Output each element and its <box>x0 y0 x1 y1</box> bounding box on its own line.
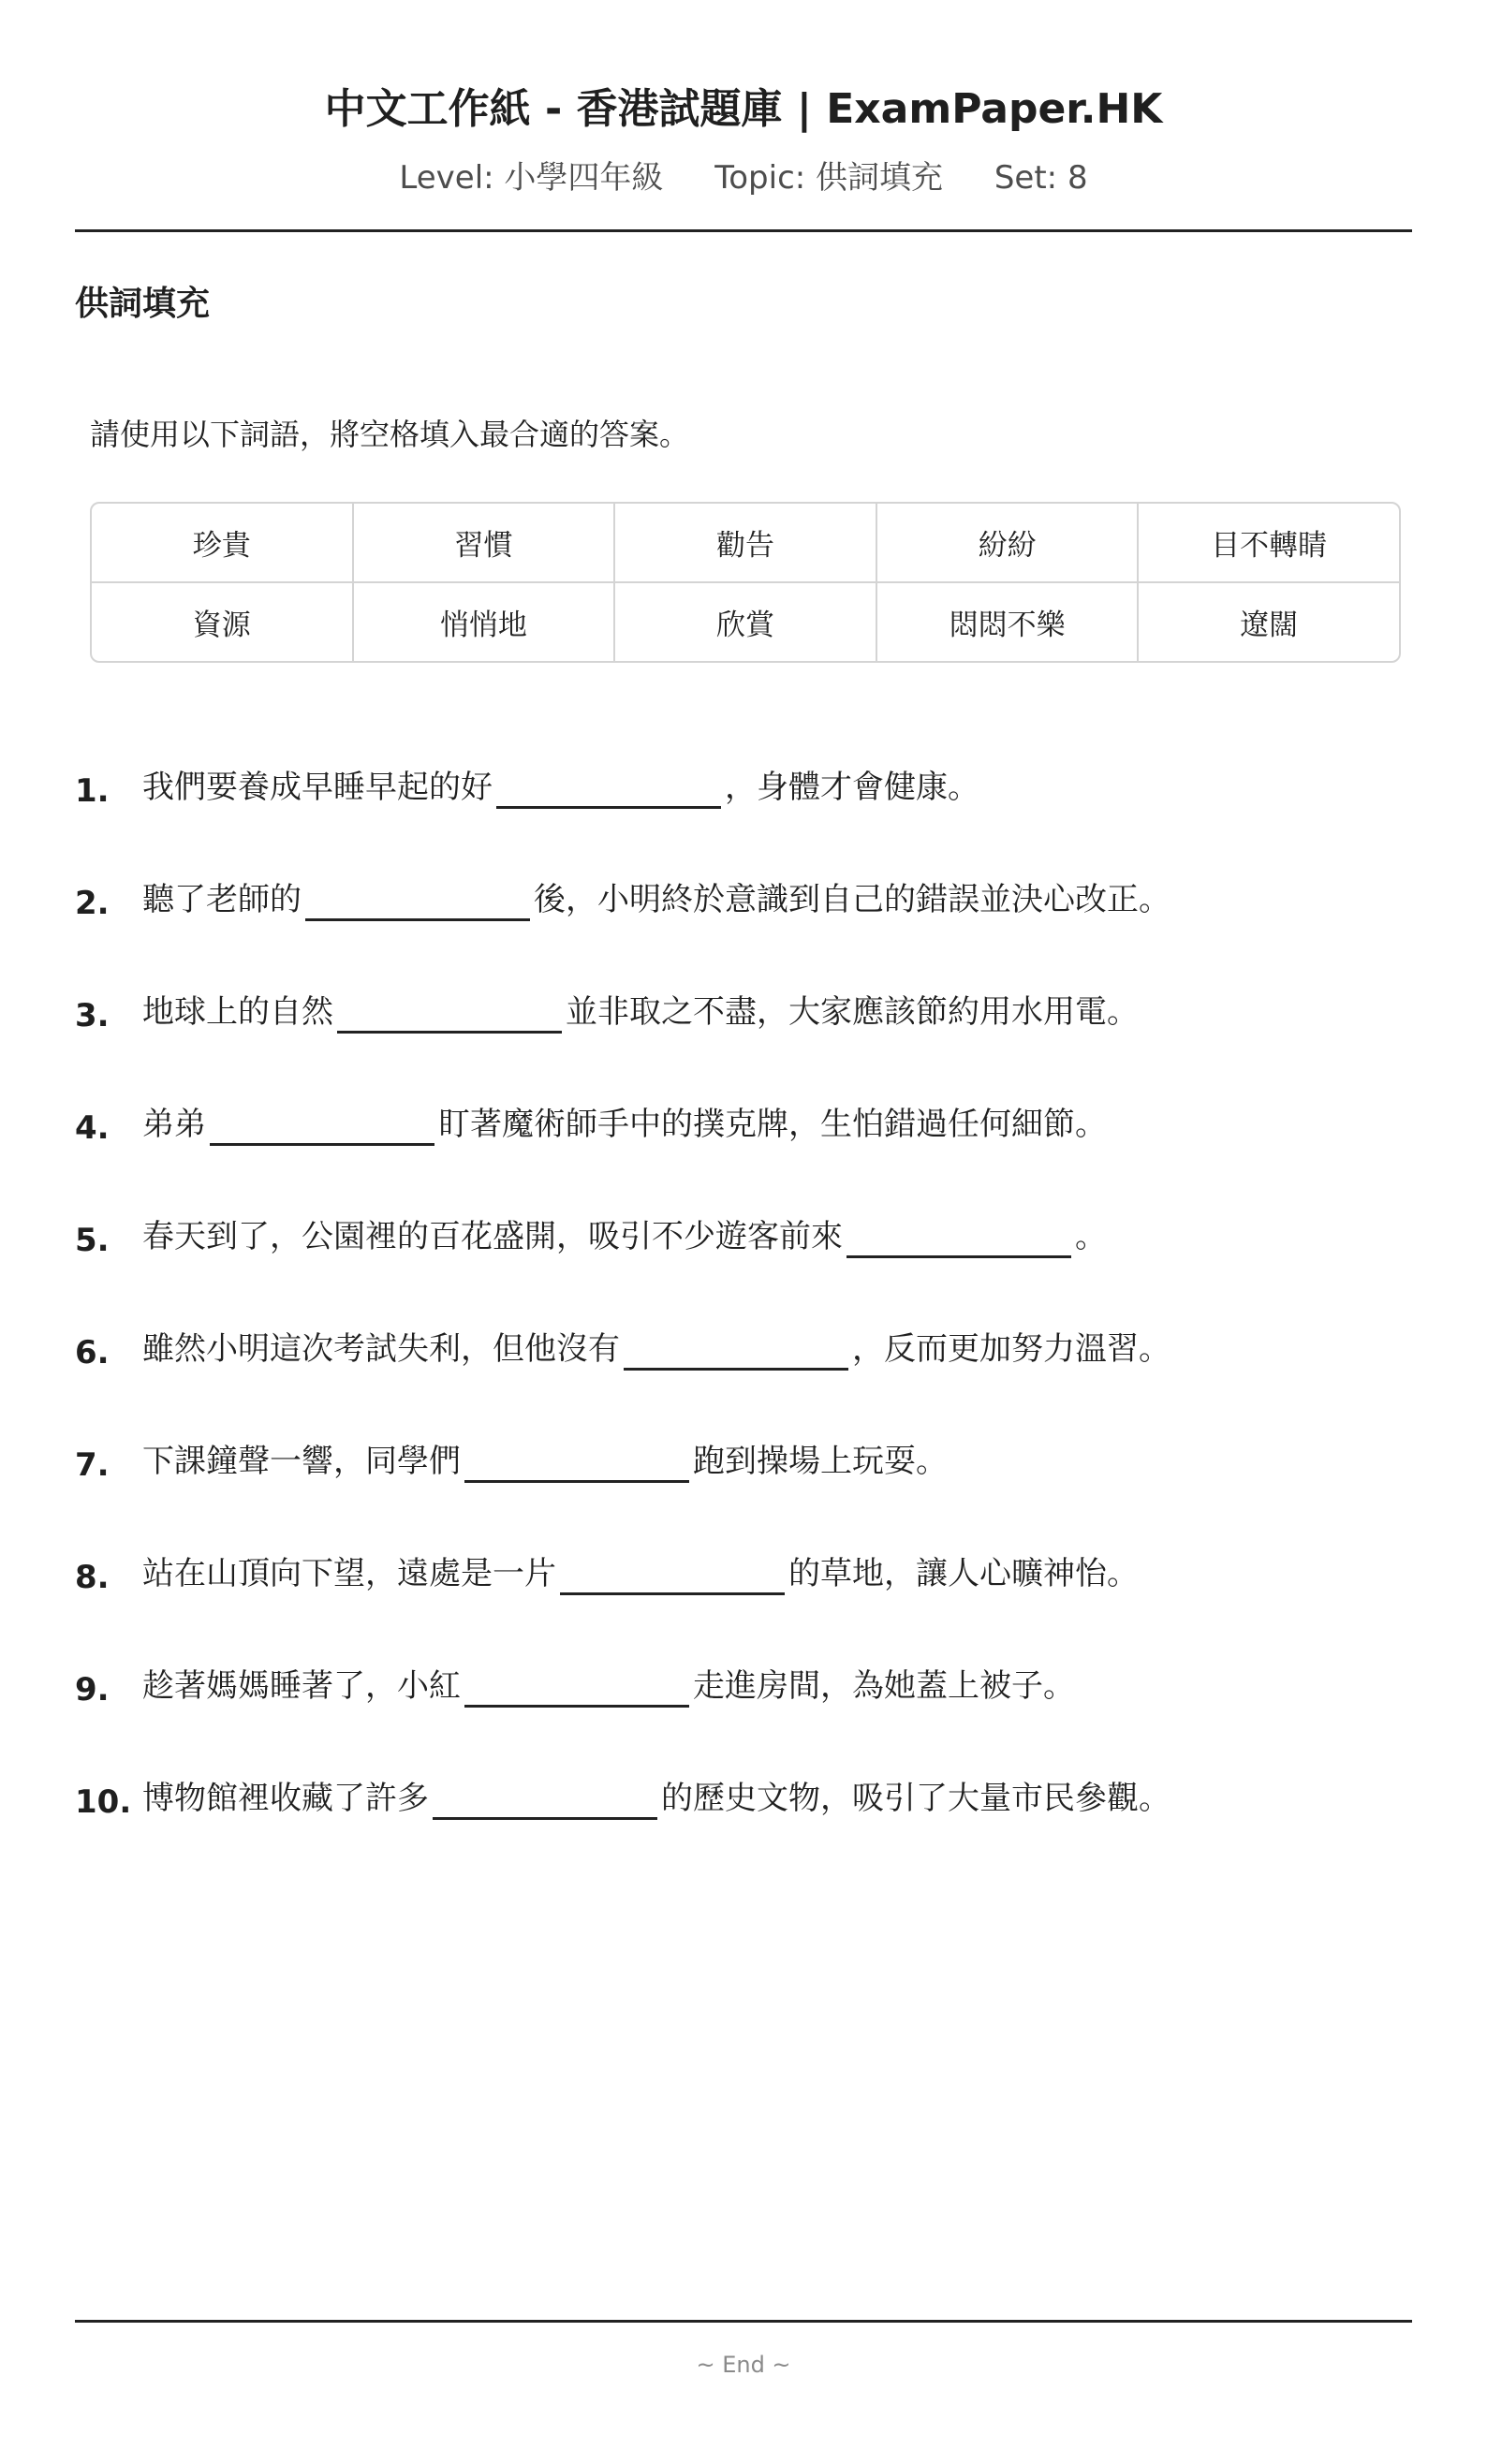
word-bank-cell: 遼闊 <box>1137 583 1399 661</box>
question-item <box>75 1662 1412 1774</box>
question-number: 7. <box>75 1446 110 1484</box>
word-bank-cell: 目不轉睛 <box>1137 504 1399 581</box>
question-item <box>75 1212 1412 1325</box>
level-label: Level: 小學四年級 <box>399 159 664 197</box>
word-bank-row <box>92 504 1399 581</box>
question-text-before: 下課鐘聲一響，同學們 <box>142 1443 461 1480</box>
question-text-after: 。 <box>1075 1218 1107 1255</box>
question-text-before: 趁著媽媽睡著了，小紅 <box>142 1667 461 1705</box>
question-text <box>142 1549 1139 1598</box>
question-text-after: 的歷史文物，吸引了大量市民參觀。 <box>661 1780 1170 1817</box>
worksheet-meta <box>75 157 1412 198</box>
question-text <box>142 1212 1107 1261</box>
question-number: 4. <box>75 1109 110 1147</box>
question-text-after: ，身體才會健康。 <box>725 769 979 806</box>
worksheet-header <box>75 82 1412 198</box>
question-text-after: 盯著魔術師手中的撲克牌，生怕錯過任何細節。 <box>438 1106 1107 1143</box>
question-text <box>142 763 979 812</box>
topic-label: Topic: 供詞填充 <box>714 159 944 197</box>
word-bank-row <box>92 581 1399 661</box>
answer-blank[interactable] <box>305 881 530 921</box>
question-text-after: 跑到操場上玩耍。 <box>693 1443 948 1480</box>
question-text-before: 聽了老師的 <box>142 881 302 918</box>
question-number: 9. <box>75 1671 110 1709</box>
question-text-before: 春天到了，公園裡的百花盛開，吸引不少遊客前來 <box>142 1218 843 1255</box>
question-text-before: 地球上的自然 <box>142 993 333 1031</box>
page-title: 中文工作紙 - 香港試題庫 | ExamPaper.HK <box>324 85 1163 133</box>
question-list <box>75 763 1412 1886</box>
question-number: 10. <box>75 1783 132 1821</box>
question-text-before: 我們要養成早睡早起的好 <box>142 769 493 806</box>
footer-divider <box>75 2320 1412 2323</box>
question-item <box>75 1100 1412 1212</box>
answer-blank[interactable] <box>847 1218 1071 1258</box>
question-item <box>75 763 1412 875</box>
question-text-after: 走進房間，為她蓋上被子。 <box>693 1667 1075 1705</box>
question-text-before: 雖然小明這次考試失利，但他沒有 <box>142 1330 620 1368</box>
word-bank-cell: 悶悶不樂 <box>876 583 1138 661</box>
section-title: 供詞填充 <box>75 285 211 323</box>
question-number: 2. <box>75 885 110 922</box>
word-bank-table <box>90 502 1401 663</box>
word-bank-cell: 珍貴 <box>192 529 251 563</box>
answer-blank[interactable] <box>433 1780 657 1820</box>
question-item <box>75 1325 1412 1437</box>
question-text-after: 後，小明終於意識到自己的錯誤並決心改正。 <box>534 881 1170 918</box>
header-divider <box>75 229 1412 232</box>
question-text-before: 博物館裡收藏了許多 <box>142 1780 429 1817</box>
set-label: Set: 8 <box>994 159 1088 197</box>
question-text <box>142 988 1139 1036</box>
question-text <box>142 1100 1107 1149</box>
question-number: 1. <box>75 772 110 810</box>
word-bank-cell: 資源 <box>192 609 251 642</box>
question-item <box>75 1774 1412 1886</box>
answer-blank[interactable] <box>624 1330 848 1371</box>
question-text-after: 並非取之不盡，大家應該節約用水用電。 <box>566 993 1139 1031</box>
answer-blank[interactable] <box>210 1106 434 1146</box>
question-text-after: ，反而更加努力溫習。 <box>852 1330 1170 1368</box>
question-item <box>75 1437 1412 1549</box>
answer-blank[interactable] <box>337 993 562 1034</box>
question-text <box>142 875 1170 924</box>
question-number: 8. <box>75 1559 110 1596</box>
question-text-before: 弟弟 <box>142 1106 206 1143</box>
word-bank-cell: 悄悄地 <box>352 583 614 661</box>
word-bank-cell: 欣賞 <box>613 583 876 661</box>
question-text <box>142 1437 948 1486</box>
instruction-text: 請使用以下詞語，將空格填入最合適的答案。 <box>90 417 690 452</box>
question-item <box>75 988 1412 1100</box>
question-number: 6. <box>75 1334 110 1371</box>
answer-blank[interactable] <box>560 1555 785 1595</box>
question-text-before: 站在山頂向下望，遠處是一片 <box>142 1555 556 1592</box>
word-bank-cell: 勸告 <box>613 504 876 581</box>
question-number: 3. <box>75 997 110 1034</box>
question-number: 5. <box>75 1222 110 1259</box>
question-text <box>142 1662 1075 1710</box>
answer-blank[interactable] <box>464 1443 689 1483</box>
question-item <box>75 875 1412 988</box>
answer-blank[interactable] <box>464 1667 689 1708</box>
word-bank-cell: 紛紛 <box>876 504 1138 581</box>
word-bank-cell: 習慣 <box>352 504 614 581</box>
question-item <box>75 1549 1412 1662</box>
question-text <box>142 1325 1170 1373</box>
footer-end-text: ~ End ~ <box>696 2352 791 2378</box>
question-text <box>142 1774 1170 1823</box>
answer-blank[interactable] <box>496 769 721 809</box>
question-text-after: 的草地，讓人心曠神怡。 <box>788 1555 1139 1592</box>
